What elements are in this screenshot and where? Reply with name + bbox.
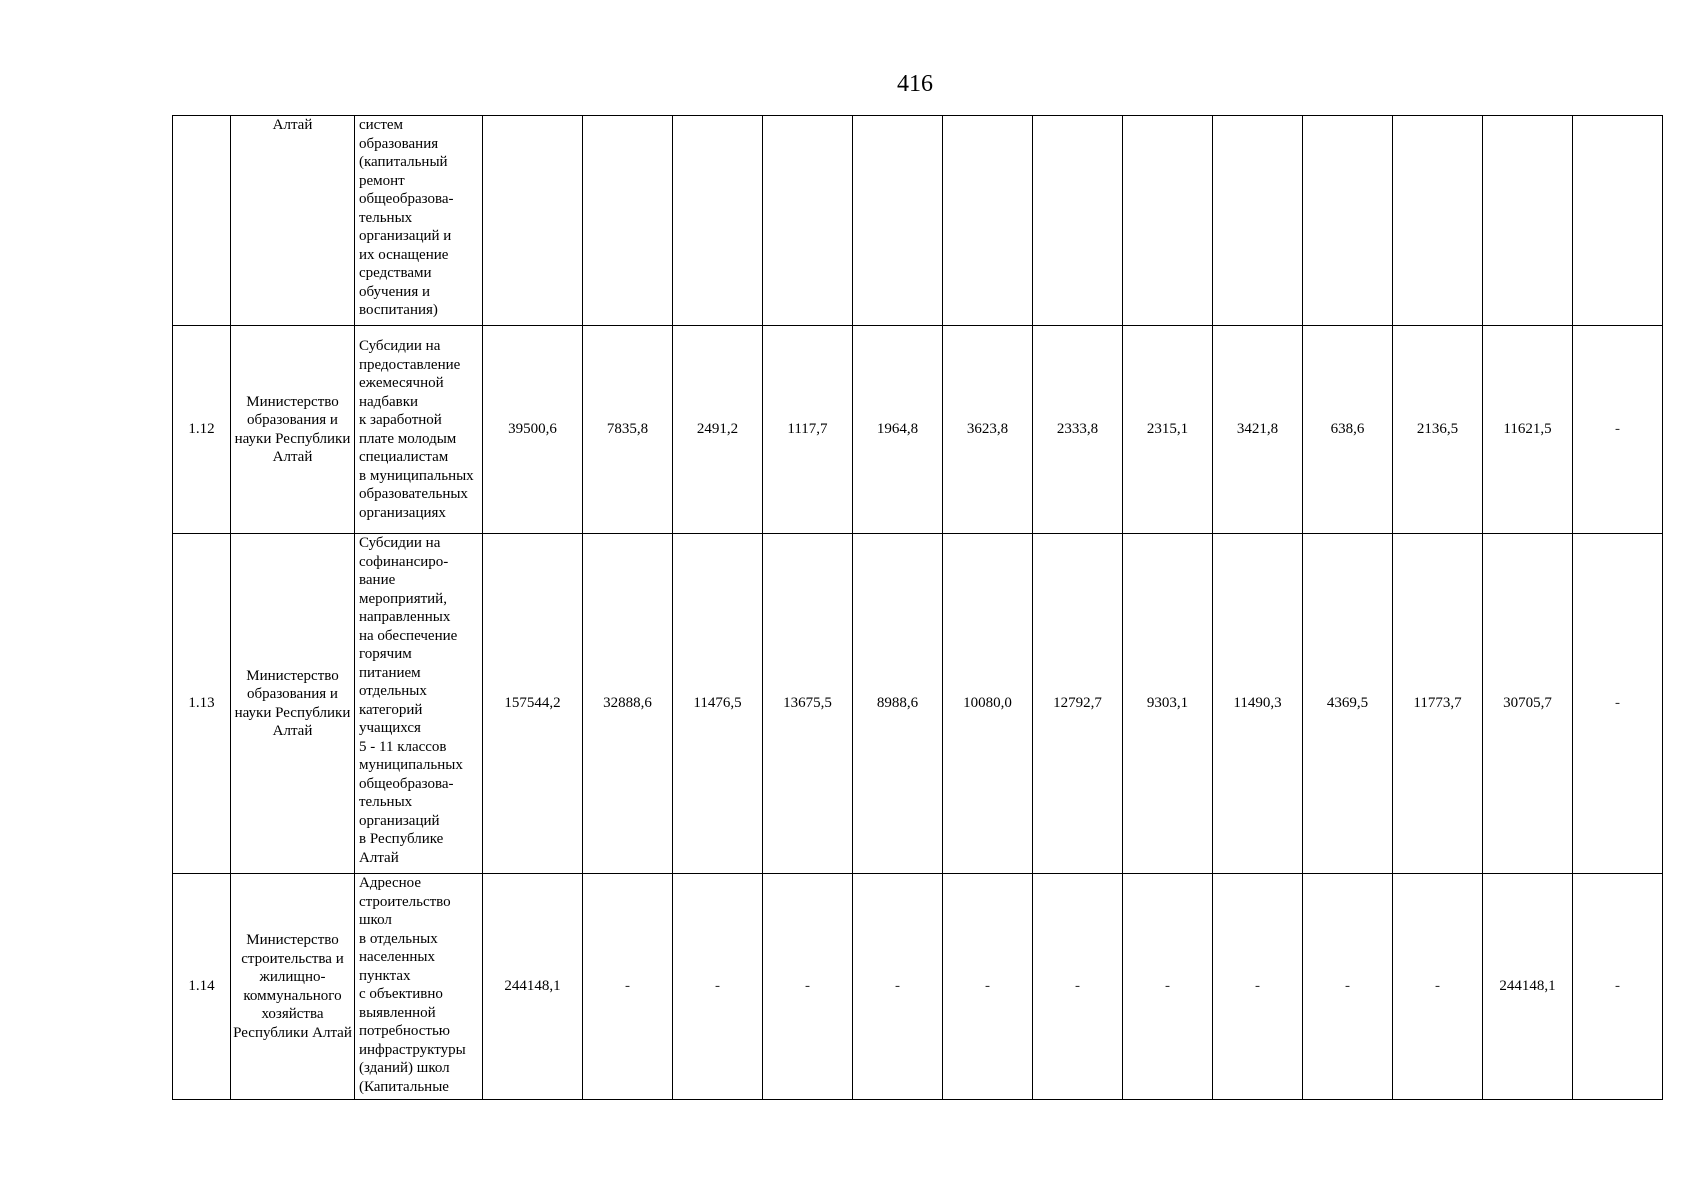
activity-description: Адресное строительство школ в отдельных населенных пунктах с объективно выявленной потребностью инфраструктуры (зданий) школ (Капитальные bbox=[355, 874, 483, 1100]
value-cell bbox=[583, 116, 673, 326]
value-cell: 11773,7 bbox=[1393, 534, 1483, 874]
responsible-org: Министерство образования и науки Республики Алтай bbox=[231, 534, 355, 874]
value-cell: 11476,5 bbox=[673, 534, 763, 874]
value-cell: - bbox=[583, 874, 673, 1100]
value-total bbox=[483, 116, 583, 326]
value-total: 157544,2 bbox=[483, 534, 583, 874]
value-cell: 8988,6 bbox=[853, 534, 943, 874]
value-total: 244148,1 bbox=[483, 874, 583, 1100]
value-cell: 2333,8 bbox=[1033, 326, 1123, 534]
row-number: 1.13 bbox=[173, 534, 231, 874]
value-cell: 1117,7 bbox=[763, 326, 853, 534]
value-cell: - bbox=[763, 874, 853, 1100]
value-cell: 9303,1 bbox=[1123, 534, 1213, 874]
responsible-org: Министерство образования и науки Республики Алтай bbox=[231, 326, 355, 534]
value-cell: - bbox=[1573, 874, 1663, 1100]
value-cell bbox=[853, 116, 943, 326]
responsible-org: Алтай bbox=[231, 116, 355, 326]
value-cell: - bbox=[853, 874, 943, 1100]
value-cell bbox=[1393, 116, 1483, 326]
value-cell: 10080,0 bbox=[943, 534, 1033, 874]
value-cell: - bbox=[1213, 874, 1303, 1100]
value-cell: 2136,5 bbox=[1393, 326, 1483, 534]
value-cell: 2491,2 bbox=[673, 326, 763, 534]
value-cell: 3623,8 bbox=[943, 326, 1033, 534]
value-cell: 244148,1 bbox=[1483, 874, 1573, 1100]
activity-description: Субсидии на предоставление ежемесячной надбавки к заработной плате молодым специалистам в муниципальных образовательных организациях bbox=[355, 326, 483, 534]
value-cell bbox=[1303, 116, 1393, 326]
value-cell: 11621,5 bbox=[1483, 326, 1573, 534]
value-cell: 2315,1 bbox=[1123, 326, 1213, 534]
table-row bbox=[173, 326, 1663, 534]
row-number: 1.14 bbox=[173, 874, 231, 1100]
value-cell: - bbox=[1393, 874, 1483, 1100]
value-cell: 13675,5 bbox=[763, 534, 853, 874]
value-cell bbox=[673, 116, 763, 326]
table-row bbox=[173, 116, 1663, 326]
value-cell: - bbox=[1573, 326, 1663, 534]
value-cell: - bbox=[1303, 874, 1393, 1100]
value-cell: - bbox=[1123, 874, 1213, 1100]
value-cell bbox=[1213, 116, 1303, 326]
value-cell: - bbox=[673, 874, 763, 1100]
budget-table bbox=[172, 115, 1663, 1100]
row-number: 1.12 bbox=[173, 326, 231, 534]
table-row bbox=[173, 534, 1663, 874]
value-cell: 4369,5 bbox=[1303, 534, 1393, 874]
value-cell bbox=[1573, 116, 1663, 326]
value-cell bbox=[1123, 116, 1213, 326]
value-cell bbox=[943, 116, 1033, 326]
value-cell: - bbox=[1033, 874, 1123, 1100]
value-cell: 1964,8 bbox=[853, 326, 943, 534]
value-cell: 3421,8 bbox=[1213, 326, 1303, 534]
value-cell: - bbox=[943, 874, 1033, 1100]
value-cell bbox=[1483, 116, 1573, 326]
activity-description: систем образования (капитальный ремонт общеобразова- тельных организаций и их оснащение средствами обучения и воспитания) bbox=[355, 116, 483, 326]
value-cell: - bbox=[1573, 534, 1663, 874]
value-cell bbox=[1033, 116, 1123, 326]
value-cell: 30705,7 bbox=[1483, 534, 1573, 874]
page-number: 416 bbox=[897, 71, 933, 97]
value-cell: 32888,6 bbox=[583, 534, 673, 874]
activity-description: Субсидии на софинансиро- вание мероприятий, направленных на обеспечение горячим питанием отдельных категорий учащихся 5 - 11 классов муниципальных общеобразова- тельных организаций в Республике Алтай bbox=[355, 534, 483, 874]
responsible-org: Министерство строительства и жилищно-коммунального хозяйства Республики Алтай bbox=[231, 874, 355, 1100]
value-cell: 7835,8 bbox=[583, 326, 673, 534]
value-cell: 11490,3 bbox=[1213, 534, 1303, 874]
row-number bbox=[173, 116, 231, 326]
table-row bbox=[173, 874, 1663, 1100]
value-cell: 12792,7 bbox=[1033, 534, 1123, 874]
value-cell bbox=[763, 116, 853, 326]
value-cell: 638,6 bbox=[1303, 326, 1393, 534]
value-total: 39500,6 bbox=[483, 326, 583, 534]
